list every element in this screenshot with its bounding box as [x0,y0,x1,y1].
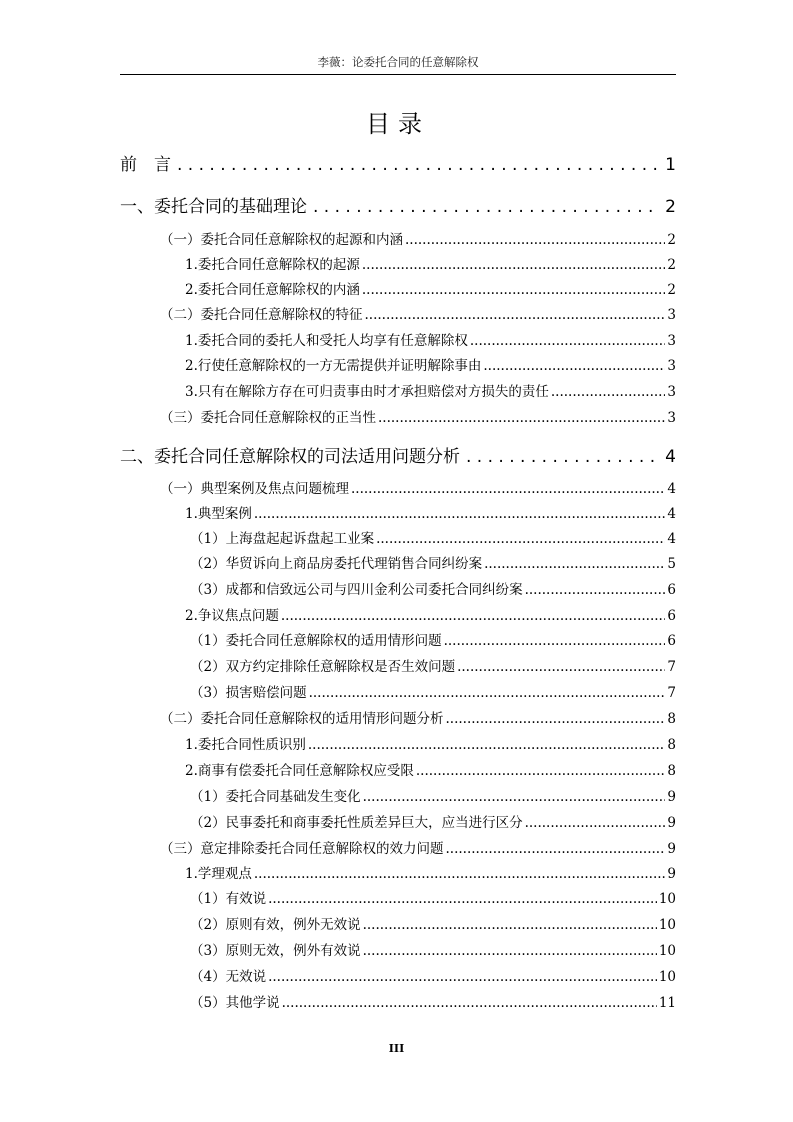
toc-dot-leader [351,481,665,497]
toc-dot-leader [362,257,666,273]
toc-entry[interactable] [160,707,676,727]
toc-entry-label: 一、委托合同的基础理论 [120,197,307,217]
toc-entry[interactable] [190,887,676,907]
toc-entry[interactable] [190,913,676,933]
toc-entry-page: 9 [667,815,676,831]
toc-entry[interactable] [190,629,676,649]
toc-entry-page: 4 [667,481,676,497]
toc-entry-page: 10 [658,891,676,907]
toc-entry-page: 4 [667,506,676,522]
toc-entry[interactable] [190,785,676,805]
toc-entry[interactable] [185,502,676,522]
toc-dot-leader [457,659,665,675]
toc-entry-page: 3 [667,384,676,400]
toc-entry[interactable] [190,681,676,701]
toc-entry-page: 5 [667,556,676,572]
toc-entry-page: 11 [658,995,676,1011]
toc-entry-label: （4）无效说 [190,969,267,985]
toc-entry[interactable] [185,329,676,349]
toc-entry-page: 2 [665,197,676,217]
toc-dot-leader [484,556,665,572]
toc-entry-label: 1.典型案例 [185,506,252,522]
toc-entry-label: 1.委托合同任意解除权的起源 [185,257,360,273]
toc-entry-page: 10 [658,969,676,985]
toc-entry-label: （3）原则无效，例外有效说 [190,943,361,959]
toc-entry-page: 7 [667,685,676,701]
toc-entry[interactable] [185,862,676,882]
toc-entry-page: 4 [667,531,676,547]
toc-entry-label: 2.争议焦点问题 [185,608,279,624]
toc-entry-page: 8 [667,711,676,727]
toc-entry-label: （二）委托合同任意解除权的特征 [160,307,363,323]
toc-entry-page: 8 [667,763,676,779]
toc-dot-leader [376,531,665,547]
toc-entry-page: 9 [667,841,676,857]
toc-dot-leader [551,384,666,400]
toc-entry[interactable] [120,442,676,467]
toc-entry-label: （1）委托合同基础发生变化 [190,789,361,805]
toc-dot-leader [365,307,666,323]
toc-entry[interactable] [120,150,676,175]
toc-entry[interactable] [185,759,676,779]
toc-entry[interactable] [160,477,676,497]
toc-dot-leader [416,763,666,779]
running-header: 李薇：论委托合同的任意解除权 [317,55,479,69]
toc-entry[interactable] [185,604,676,624]
toc-entry-page: 3 [667,333,676,349]
toc-dot-leader [268,891,657,907]
toc-entry-page: 6 [667,582,676,598]
toc-dot-leader [378,410,665,426]
toc-dot-leader [525,582,666,598]
toc-entry-label: （1）上海盘起起诉盘起工业案 [190,531,375,547]
toc-entry-label: （一）典型案例及焦点问题梳理 [160,481,349,497]
toc-entry-label: （2）原则有效，例外无效说 [190,917,361,933]
toc-entry-label: （3）成都和信致远公司与四川金利公司委托合同纠纷案 [190,582,523,598]
toc-dot-leader [282,995,657,1011]
page-number: III [388,1042,405,1055]
toc-dot-leader [362,282,666,298]
toc-entry[interactable] [185,733,676,753]
toc-entry-label: 1.委托合同性质识别 [185,737,306,753]
toc-dot-leader [444,633,666,649]
toc-entry-label: （2）双方约定排除任意解除权是否生效问题 [190,659,456,675]
toc-dot-leader [446,711,666,727]
toc-entry-page: 7 [667,659,676,675]
toc-dot-leader [177,155,659,175]
toc-entry-label: （1）有效说 [190,891,267,907]
toc-entry[interactable] [160,406,676,426]
toc-entry-page: 3 [667,307,676,323]
toc-entry-page: 1 [665,155,676,175]
toc-entry-page: 10 [658,943,676,959]
toc-entry-label: （三）委托合同任意解除权的正当性 [160,410,376,426]
toc-entry-label: （5）其他学说 [190,995,280,1011]
toc-entry-label: （2）华贸诉向上商品房委托代理销售合同纠纷案 [190,556,483,572]
toc-dot-leader [483,358,665,374]
toc-entry[interactable] [185,380,676,400]
toc-entry-page: 3 [667,410,676,426]
toc-dot-leader [446,841,666,857]
toc-dot-leader [405,232,665,248]
toc-dot-leader [281,608,666,624]
toc-dot-leader [313,197,659,217]
toc-entry-label: 2.委托合同任意解除权的内涵 [185,282,360,298]
toc-entry[interactable] [120,192,676,217]
toc-entry[interactable] [190,655,676,675]
toc-entry[interactable] [185,354,676,374]
toc-entry-page: 2 [667,257,676,273]
toc-entry[interactable] [190,939,676,959]
toc-entry[interactable] [185,278,676,298]
toc-dot-leader [363,789,666,805]
toc-entry-label: （三）意定排除委托合同任意解除权的效力问题 [160,841,444,857]
page-title: 目录 [366,110,430,138]
toc-entry[interactable] [190,578,676,598]
toc-dot-leader [254,866,666,882]
toc-dot-leader [363,917,657,933]
toc-entry-label: 3.只有在解除方存在可归责事由时才承担赔偿对方损失的责任 [185,384,549,400]
toc-dot-leader [308,737,666,753]
toc-entry-label: 1.委托合同的委托人和受托人均享有任意解除权 [185,333,468,349]
toc-entry-label: （一）委托合同任意解除权的起源和内涵 [160,232,403,248]
toc-entry-label: 二、委托合同任意解除权的司法适用问题分析 [120,447,460,467]
toc-dot-leader [363,943,657,959]
toc-entry-label: （2）民事委托和商事委托性质差异巨大，应当进行区分 [190,815,523,831]
toc-dot-leader [470,333,666,349]
toc-entry-label: 2.行使任意解除权的一方无需提供并证明解除事由 [185,358,482,374]
header-rule [120,74,676,75]
toc-entry-page: 8 [667,737,676,753]
toc-entry-page: 9 [667,866,676,882]
toc-entry-page: 9 [667,789,676,805]
toc-entry[interactable] [160,837,676,857]
toc-entry-page: 6 [667,633,676,649]
toc-entry-page: 4 [665,447,676,467]
toc-entry[interactable] [190,991,676,1011]
toc-entry-page: 2 [667,232,676,248]
toc-entry[interactable] [185,253,676,273]
toc-entry-label: 前 言 [120,155,171,175]
toc-entry-label: （二）委托合同任意解除权的适用情形问题分析 [160,711,444,727]
toc-entry[interactable] [190,965,676,985]
toc-entry-label: （1）委托合同任意解除权的适用情形问题 [190,633,442,649]
toc-dot-leader [525,815,666,831]
toc-entry-label: （3）损害赔偿问题 [190,685,307,701]
toc-entry-page: 2 [667,282,676,298]
toc-dot-leader [268,969,657,985]
toc-dot-leader [254,506,666,522]
toc-entry[interactable] [190,552,676,572]
toc-dot-leader [466,447,659,467]
toc-entry[interactable] [160,228,676,248]
toc-entry-page: 6 [667,608,676,624]
toc-dot-leader [309,685,666,701]
toc-entry[interactable] [190,811,676,831]
toc-entry[interactable] [190,527,676,547]
toc-entry-page: 10 [658,917,676,933]
toc-entry-label: 2.商事有偿委托合同任意解除权应受限 [185,763,414,779]
toc-entry[interactable] [160,303,676,323]
toc-entry-label: 1.学理观点 [185,866,252,882]
toc-entry-page: 3 [667,358,676,374]
